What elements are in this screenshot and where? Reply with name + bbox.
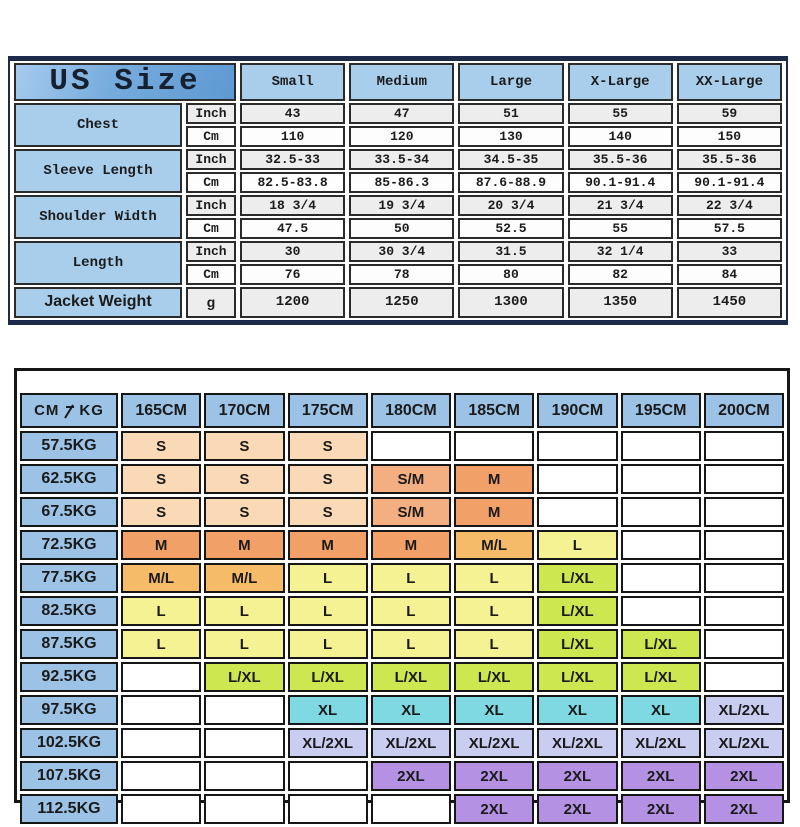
fit-size-cell: S (121, 497, 201, 527)
measurement-value: 34.5-35 (458, 149, 563, 170)
corner-cm-label: CM (34, 402, 60, 419)
fit-empty-cell (537, 497, 617, 527)
size-column-header: Small (240, 63, 345, 101)
fit-empty-cell (204, 761, 284, 791)
fit-size-cell: XL (371, 695, 451, 725)
measurement-value: 21 3/4 (568, 195, 673, 216)
measurement-value: 57.5 (677, 218, 782, 239)
measurement-row-label: Chest (14, 103, 182, 147)
fit-size-cell: S (204, 464, 284, 494)
fit-size-cell: XL/2XL (621, 728, 701, 758)
fit-size-cell: L (537, 530, 617, 560)
fit-size-cell: L (121, 629, 201, 659)
measurement-value: 82.5-83.8 (240, 172, 345, 193)
fit-size-cell: L (371, 563, 451, 593)
corner-kg-label: KG (79, 402, 104, 419)
fit-size-cell: XL (288, 695, 368, 725)
weight-row-label: 62.5KG (20, 464, 118, 494)
measurement-value: 47 (349, 103, 454, 124)
fit-empty-cell (121, 794, 201, 824)
measurement-value: 55 (568, 103, 673, 124)
fit-empty-cell (288, 794, 368, 824)
unit-label: Cm (186, 172, 236, 193)
fit-empty-cell (121, 662, 201, 692)
fit-size-cell: L (288, 629, 368, 659)
fit-size-cell: XL (621, 695, 701, 725)
fit-size-cell: XL/2XL (704, 695, 784, 725)
fit-size-cell: 2XL (704, 794, 784, 824)
measurement-value: 35.5-36 (568, 149, 673, 170)
fit-empty-cell (121, 728, 201, 758)
fit-empty-cell (204, 695, 284, 725)
fit-empty-cell (621, 563, 701, 593)
fit-size-cell: L (454, 596, 534, 626)
height-column-header: 185CM (454, 393, 534, 428)
fit-size-cell: L/XL (537, 596, 617, 626)
fit-size-cell: XL/2XL (537, 728, 617, 758)
measurement-value: 80 (458, 264, 563, 285)
weight-row-label: 87.5KG (20, 629, 118, 659)
measurement-value: 82 (568, 264, 673, 285)
weight-row-label: 77.5KG (20, 563, 118, 593)
measurement-value: 33.5-34 (349, 149, 454, 170)
unit-label: Cm (186, 126, 236, 147)
fit-empty-cell (454, 431, 534, 461)
weight-row-label: 97.5KG (20, 695, 118, 725)
measurement-value: 140 (568, 126, 673, 147)
fit-size-cell: XL/2XL (288, 728, 368, 758)
fit-size-cell: 2XL (621, 761, 701, 791)
height-weight-fit-chart (14, 368, 790, 818)
fit-size-cell: L/XL (371, 662, 451, 692)
unit-label: Cm (186, 264, 236, 285)
fit-empty-cell (537, 431, 617, 461)
measurement-value: 87.6-88.9 (458, 172, 563, 193)
fit-size-cell: L/XL (204, 662, 284, 692)
measurement-row-label: Length (14, 241, 182, 285)
measurement-value: 1350 (568, 287, 673, 318)
weight-row-label: 112.5KG (20, 794, 118, 824)
size-measurement-table (10, 61, 786, 320)
height-column-header: 195CM (621, 393, 701, 428)
fit-empty-cell (704, 629, 784, 659)
fit-size-cell: 2XL (621, 794, 701, 824)
fit-size-cell: S (204, 497, 284, 527)
measurement-row-label: Jacket Weight (14, 287, 182, 318)
measurement-value: 90.1-91.4 (568, 172, 673, 193)
fit-size-cell: L/XL (537, 629, 617, 659)
size-chart-title: US Size (14, 63, 236, 101)
fit-empty-cell (704, 464, 784, 494)
fit-size-cell: S (288, 464, 368, 494)
measurement-value: 76 (240, 264, 345, 285)
measurement-value: 32 1/4 (568, 241, 673, 262)
fit-size-cell: XL (454, 695, 534, 725)
measurement-value: 78 (349, 264, 454, 285)
fit-size-cell: L/XL (621, 629, 701, 659)
fit-empty-cell (204, 728, 284, 758)
measurement-value: 52.5 (458, 218, 563, 239)
fit-size-cell: XL (537, 695, 617, 725)
fit-size-cell: 2XL (704, 761, 784, 791)
weight-row-label: 57.5KG (20, 431, 118, 461)
measurement-value: 150 (677, 126, 782, 147)
measurement-value: 30 3/4 (349, 241, 454, 262)
fit-size-cell: L/XL (537, 563, 617, 593)
fit-size-cell: M (121, 530, 201, 560)
fit-size-cell: S (288, 497, 368, 527)
fit-size-cell: XL/2XL (704, 728, 784, 758)
fit-size-cell: S/M (371, 497, 451, 527)
measurement-value: 35.5-36 (677, 149, 782, 170)
fit-empty-cell (288, 761, 368, 791)
fit-empty-cell (704, 563, 784, 593)
height-column-header: 180CM (371, 393, 451, 428)
fit-size-cell: S/M (371, 464, 451, 494)
measurement-value: 85-86.3 (349, 172, 454, 193)
unit-label: Cm (186, 218, 236, 239)
measurement-value: 84 (677, 264, 782, 285)
fit-size-cell: L (121, 596, 201, 626)
fit-size-cell: L (371, 629, 451, 659)
height-column-header: 200CM (704, 393, 784, 428)
fit-size-cell: S (121, 431, 201, 461)
weight-row-label: 82.5KG (20, 596, 118, 626)
measurement-value: 130 (458, 126, 563, 147)
fit-empty-cell (371, 431, 451, 461)
fit-size-cell: M (288, 530, 368, 560)
height-column-header: 175CM (288, 393, 368, 428)
measurement-value: 50 (349, 218, 454, 239)
fit-empty-cell (704, 596, 784, 626)
weight-row-label: 72.5KG (20, 530, 118, 560)
fit-empty-cell (704, 530, 784, 560)
weight-row-label: 92.5KG (20, 662, 118, 692)
fit-empty-cell (621, 530, 701, 560)
height-weight-corner-label (20, 393, 118, 428)
measurement-value: 90.1-91.4 (677, 172, 782, 193)
measurement-value: 30 (240, 241, 345, 262)
fit-size-cell: 2XL (454, 794, 534, 824)
measurement-value: 32.5-33 (240, 149, 345, 170)
fit-size-cell: M/L (454, 530, 534, 560)
measurement-value: 18 3/4 (240, 195, 345, 216)
measurement-value: 110 (240, 126, 345, 147)
fit-empty-cell (704, 431, 784, 461)
fit-size-cell: 2XL (537, 794, 617, 824)
size-column-header: Large (458, 63, 563, 101)
measurement-value: 55 (568, 218, 673, 239)
measurement-value: 31.5 (458, 241, 563, 262)
fit-empty-cell (621, 497, 701, 527)
measurement-value: 33 (677, 241, 782, 262)
fit-size-cell: L (288, 596, 368, 626)
measurement-value: 59 (677, 103, 782, 124)
fit-empty-cell (621, 431, 701, 461)
fit-size-cell: 2XL (454, 761, 534, 791)
fit-size-cell: L/XL (621, 662, 701, 692)
unit-label: Inch (186, 195, 236, 216)
fit-empty-cell (121, 761, 201, 791)
fit-size-cell: S (204, 431, 284, 461)
unit-label: g (186, 287, 236, 318)
measurement-value: 1450 (677, 287, 782, 318)
measurement-value: 1200 (240, 287, 345, 318)
height-column-header: 165CM (121, 393, 201, 428)
fit-size-cell: L (454, 629, 534, 659)
fit-size-cell: M (454, 497, 534, 527)
fit-empty-cell (371, 794, 451, 824)
slash-bar-icon (63, 403, 75, 419)
fit-size-cell: M (454, 464, 534, 494)
fit-empty-cell (121, 695, 201, 725)
height-column-header: 170CM (204, 393, 284, 428)
fit-size-cell: L (454, 563, 534, 593)
fit-size-cell: L (371, 596, 451, 626)
fit-empty-cell (621, 596, 701, 626)
corner-label-content (34, 402, 104, 419)
fit-size-cell: L/XL (537, 662, 617, 692)
us-size-chart (8, 56, 788, 325)
size-column-header: X-Large (568, 63, 673, 101)
fit-empty-cell (704, 662, 784, 692)
unit-label: Inch (186, 149, 236, 170)
measurement-value: 1250 (349, 287, 454, 318)
size-column-header: XX-Large (677, 63, 782, 101)
fit-size-cell: 2XL (537, 761, 617, 791)
measurement-value: 19 3/4 (349, 195, 454, 216)
weight-row-label: 67.5KG (20, 497, 118, 527)
measurement-value: 20 3/4 (458, 195, 563, 216)
measurement-value: 47.5 (240, 218, 345, 239)
fit-size-cell: L/XL (454, 662, 534, 692)
fit-size-cell: M/L (121, 563, 201, 593)
fit-size-cell: L (288, 563, 368, 593)
fit-size-cell: L (204, 596, 284, 626)
fit-size-cell: S (288, 431, 368, 461)
measurement-row-label: Shoulder Width (14, 195, 182, 239)
fit-empty-cell (621, 464, 701, 494)
fit-size-cell: M (371, 530, 451, 560)
fit-empty-cell (204, 794, 284, 824)
measurement-value: 51 (458, 103, 563, 124)
fit-size-cell: M/L (204, 563, 284, 593)
size-column-header: Medium (349, 63, 454, 101)
measurement-row-label: Sleeve Length (14, 149, 182, 193)
fit-size-cell: 2XL (371, 761, 451, 791)
fit-size-cell: L/XL (288, 662, 368, 692)
fit-size-cell: XL/2XL (371, 728, 451, 758)
fit-size-cell: M (204, 530, 284, 560)
height-column-header: 190CM (537, 393, 617, 428)
fit-size-cell: S (121, 464, 201, 494)
unit-label: Inch (186, 103, 236, 124)
measurement-value: 120 (349, 126, 454, 147)
fit-empty-cell (704, 497, 784, 527)
fit-empty-cell (537, 464, 617, 494)
weight-row-label: 107.5KG (20, 761, 118, 791)
fit-size-cell: L (204, 629, 284, 659)
measurement-value: 1300 (458, 287, 563, 318)
measurement-value: 43 (240, 103, 345, 124)
weight-row-label: 102.5KG (20, 728, 118, 758)
measurement-value: 22 3/4 (677, 195, 782, 216)
unit-label: Inch (186, 241, 236, 262)
fit-size-cell: XL/2XL (454, 728, 534, 758)
fit-matrix-table (17, 390, 787, 827)
